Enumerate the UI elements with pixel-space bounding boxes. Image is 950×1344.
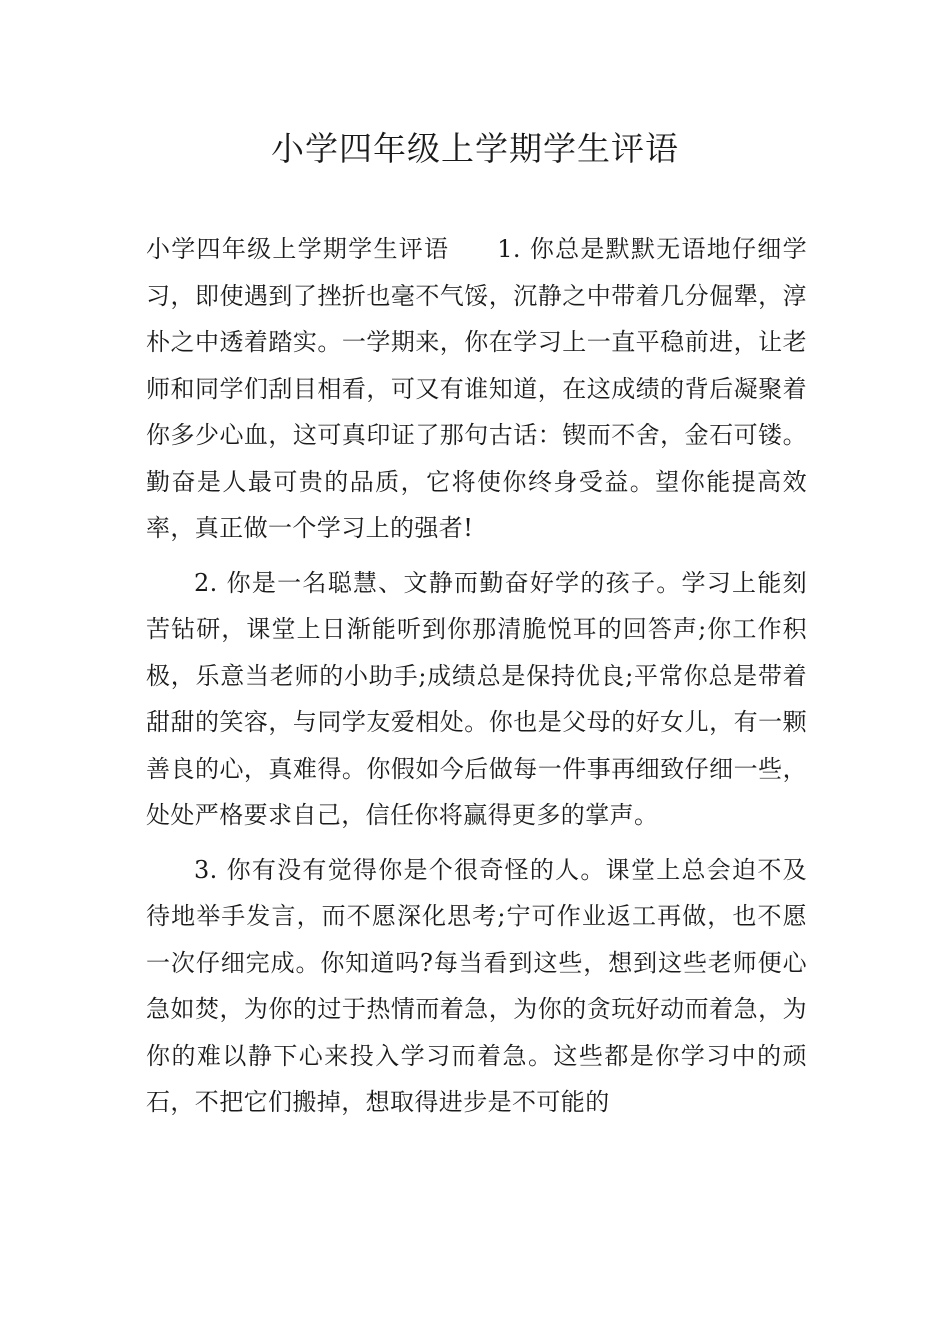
intro-label: 小学四年级上学期学生评语 bbox=[146, 235, 450, 263]
paragraph-2: 2. 你是一名聪慧、文静而勤奋好学的孩子。学习上能刻苦钻研，课堂上日渐能听到你那清脆悦耳的回答声;你工作积极，乐意当老师的小助手;成绩总是保持优良;平常你总是带着甜甜的笑容，与同学友爱相处。你也是父母的好女儿，有一颗善良的心，真难得。你假如今后做每一件事再细致仔细一些，处处严格要求自己，信任你将赢得更多的掌声。 bbox=[146, 568, 807, 829]
document-body bbox=[146, 226, 807, 1126]
document-title: 小学四年级上学期学生评语 bbox=[271, 129, 679, 168]
paragraph-3: 3. 你有没有觉得你是个很奇怪的人。课堂上总会迫不及待地举手发言，而不愿深化思考;宁可作业返工再做，也不愿一次仔细完成。你知道吗?每当看到这些，想到这些老师便心急如焚，为你的过于热情而着急，为你的贪玩好动而着急，为你的难以静下心来投入学习而着急。这些都是你学习中的顽石，不把它们搬掉，想取得进步是不可能的 bbox=[146, 855, 807, 1116]
paragraph-1-text: 1. 你总是默默无语地仔细学习，即使遇到了挫折也毫不气馁，沉静之中带着几分倔犟，淳朴之中透着踏实。一学期来，你在学习上一直平稳前进，让老师和同学们刮目相看，可又有谁知道，在这成绩的背后凝聚着你多少心血，这可真印证了那句古话：锲而不舍，金石可镂。勤奋是人最可贵的品质，它将使你终身受益。望你能提高效率，真正做一个学习上的强者! bbox=[146, 235, 807, 542]
paragraph-1 bbox=[146, 226, 807, 552]
